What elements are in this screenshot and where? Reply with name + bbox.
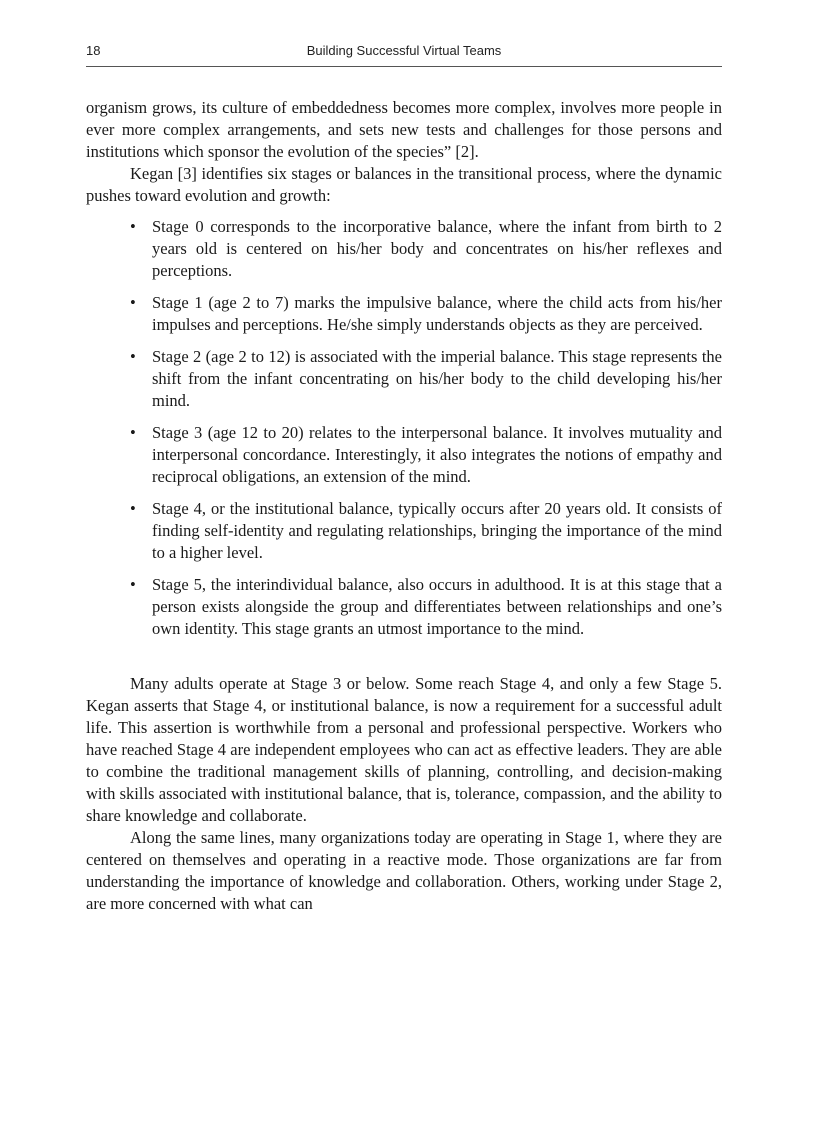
paragraph-intro: organism grows, its culture of embeddedness becomes more complex, involves more people in ever more complex arrangements, and sets new tests and challenges for those persons and institutions which sponsor the evolution of the species” [2]. [86,98,722,161]
stage-text: Stage 2 (age 2 to 12) is associated with the imperial balance. This stage represents the shift from the infant concentrating on his/her body to the child developing his/her mind. [152,347,722,410]
paragraph-kegan-stages: Kegan [3] identifies six stages or balances in the transitional process, where the dynamic pushes toward evolution and growth: [86,164,722,205]
list-item [130,292,722,336]
stage-text: Stage 0 corresponds to the incorporative balance, where the infant from birth to 2 years old is centered on his/her body and concentrates on his/her reflexes and perceptions. [152,217,722,280]
list-item [130,422,722,488]
list-item [130,574,722,640]
stage-list [86,216,722,640]
running-title: Building Successful Virtual Teams [306,43,502,58]
page-number: 18 [86,43,101,58]
bullet-icon: • [130,293,136,312]
bullet-icon: • [130,575,136,594]
list-item [130,498,722,564]
list-item [130,216,722,282]
stage-text: Stage 1 (age 2 to 7) marks the impulsive balance, where the child acts from his/her impulses and perceptions. He/she simply understands objects as they are perceived. [152,293,722,334]
body-text [86,97,722,915]
bullet-icon: • [130,423,136,442]
list-item [130,346,722,412]
stage-text: Stage 5, the interindividual balance, also occurs in adulthood. It is at this stage that a person exists alongside the group and differentiates between relationships and one’s own identity. This stage grants an utmost importance to the mind. [152,575,722,638]
section-spacer [86,640,722,673]
stage-text: Stage 4, or the institutional balance, typically occurs after 20 years old. It consists of finding self-identity and regulating relationships, bringing the importance of the mind to a higher level. [152,499,722,562]
bullet-icon: • [130,347,136,366]
page-header [86,40,722,67]
stage-text: Stage 3 (age 12 to 20) relates to the interpersonal balance. It involves mutuality and interpersonal concordance. Interestingly, it also integrates the notions of empathy and reciprocal obligations, an extension of the mind. [152,423,722,486]
paragraph-organizations: Along the same lines, many organizations today are operating in Stage 1, where they are centered on themselves and operating in a reactive mode. Those organizations are far from understanding the importance of knowledge and collaboration. Others, working under Stage 2, are more concerned with what can [86,828,722,913]
bullet-icon: • [130,499,136,518]
paragraph-adults: Many adults operate at Stage 3 or below. Some reach Stage 4, and only a few Stage 5. Kegan asserts that Stage 4, or institutional balance, is now a requirement for a successful adult life. This assertion is worthwhile from a personal and professional perspective. Workers who have reached Stage 4 are independent employees who can act as effective leaders. They are able to combine the traditional management skills of planning, controlling, and decision-making with skills associated with institutional balance, that is, tolerance, compassion, and the ability to share knowledge and collaborate. [86,674,722,825]
bullet-icon: • [130,217,136,236]
